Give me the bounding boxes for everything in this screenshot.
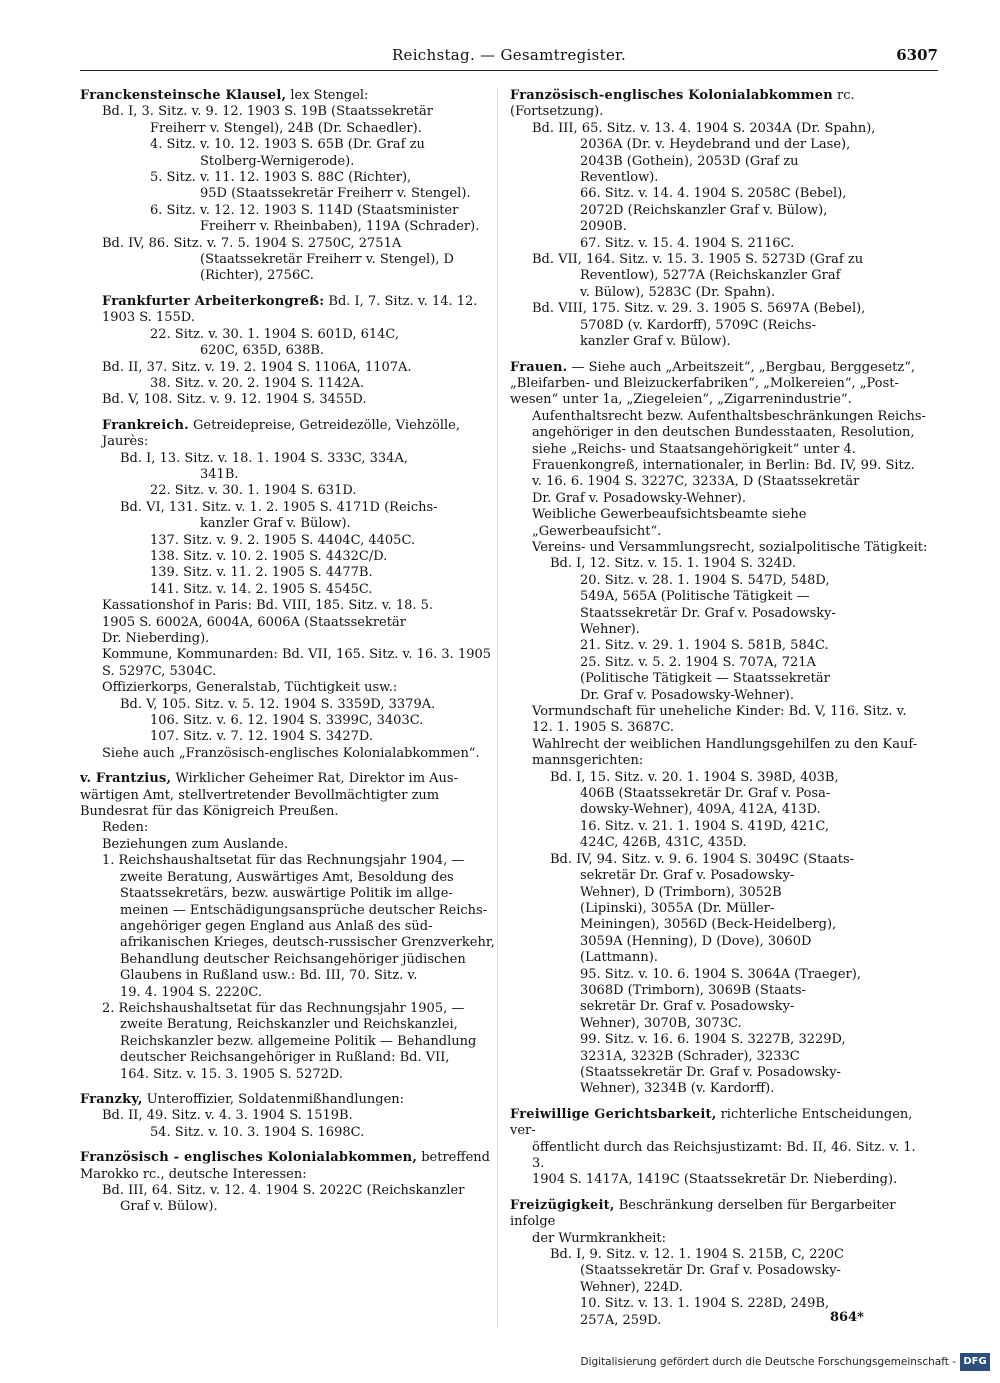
entry-line: 257A, 259D.	[580, 1312, 662, 1328]
entry-text: Unteroffizier, Soldatenmißhandlungen:	[146, 1091, 405, 1107]
entry-line: 4. Sitz. v. 10. 12. 1903 S. 65B (Dr. Graf zu	[150, 137, 425, 153]
entry-heading: Franckensteinsche Klausel,	[80, 88, 287, 103]
index-entry	[510, 88, 930, 351]
entry-line: Bd. VI, 131. Sitz. v. 1. 2. 1905 S. 4171D (Reichs-	[120, 499, 438, 515]
entry-line: 424C, 426B, 431C, 435D.	[580, 835, 747, 851]
entry-line: Weibliche Gewerbeaufsichtsbeamte siehe „Gewerbeaufsicht“.	[532, 507, 807, 539]
entry-line: Bd. III, 64. Sitz. v. 12. 4. 1904 S. 2022C (Reichskanzler	[102, 1183, 465, 1198]
entry-line: 164. Sitz. v. 15. 3. 1905 S. 5272D.	[120, 1066, 343, 1082]
entry-line: 549A, 565A (Politische Tätigkeit —	[580, 589, 810, 605]
entry-heading: v. Frantzius,	[80, 771, 172, 787]
entry-line: 137. Sitz. v. 9. 2. 1905 S. 4404C, 4405C.	[150, 532, 416, 548]
entry-line: Frauenkongreß, internationaler, in Berlin: Bd. IV, 99. Sitz.	[532, 457, 915, 473]
page-number: 6307	[896, 46, 938, 64]
entry-line: der Wurmkrankheit:	[532, 1230, 667, 1246]
entry-line: Bd. V, 105. Sitz. v. 5. 12. 1904 S. 3359D, 3379A.	[120, 696, 436, 712]
entry-line: (Politische Tätigkeit — Staatssekretär	[580, 671, 830, 687]
entry-line: sekretär Dr. Graf v. Posadowsky-	[580, 999, 795, 1015]
index-entry	[510, 1107, 930, 1189]
entry-line: 22. Sitz. v. 30. 1. 1904 S. 631D.	[150, 483, 357, 499]
page-header	[80, 44, 938, 70]
entry-line: v. Bülow), 5283C (Dr. Spahn).	[580, 284, 776, 300]
entry-line: 99. Sitz. v. 16. 6. 1904 S. 3227B, 3229D,	[580, 1032, 846, 1048]
entry-line: Dr. Graf v. Posadowsky-Wehner).	[532, 490, 747, 506]
entry-line: Graf v. Bülow).	[120, 1199, 218, 1215]
entry-line: 3068D (Trimborn), 3069B (Staats-	[580, 982, 806, 998]
entry-line: „Bleifarben- und Bleizuckerfabriken“, „Molkereien“, „Post-	[510, 375, 899, 391]
entry-line: siehe „Reichs- und Staatsangehörigkeit“ unter 4.	[532, 441, 856, 457]
entry-line: Bd. VII, 164. Sitz. v. 15. 3. 1905 S. 5273D (Graf zu	[532, 252, 864, 268]
entry-line: 16. Sitz. v. 21. 1. 1904 S. 419D, 421C,	[580, 818, 830, 834]
dfg-logo: DFG	[960, 1353, 990, 1371]
right-column	[510, 88, 930, 1328]
index-entry	[80, 418, 500, 763]
entry-line: 141. Sitz. v. 14. 2. 1905 S. 4545C.	[150, 581, 373, 597]
index-entry	[80, 294, 500, 409]
entry-line: Reventlow), 5277A (Reichskanzler Graf	[580, 268, 841, 284]
entry-text: Bd. I, 7. Sitz. v. 14. 12. 1903 S. 155D.	[102, 293, 478, 326]
entry-line: Stolberg-Wernigerode).	[200, 153, 355, 169]
entry-line: kanzler Graf v. Bülow).	[200, 516, 351, 532]
entry-line: 20. Sitz. v. 28. 1. 1904 S. 547D, 548D,	[580, 572, 830, 588]
entry-line: Staatssekretärs, bezw. auswärtige Politik im allge-	[120, 886, 453, 902]
entry-line: deutscher Reichsangehöriger in Rußland: Bd. VII,	[120, 1050, 450, 1066]
entry-line	[80, 418, 500, 451]
footer-text: Digitalisierung gefördert durch die Deutsche Forschungsgemeinschaft -	[580, 1356, 956, 1368]
running-title: Reichstag. — Gesamtregister.	[391, 46, 627, 64]
index-entry	[80, 1092, 500, 1141]
entry-line: Freiherr v. Stengel), 24B (Dr. Schaedler).	[150, 120, 422, 136]
entry-line: (Lipinski), 3055A (Dr. Müller-	[580, 900, 775, 916]
digitization-footer	[580, 1353, 990, 1373]
entry-line: öffentlicht durch das Reichsjustizamt: Bd. II, 46. Sitz. v. 1. 3.	[532, 1139, 916, 1171]
entry-line: 67. Sitz. v. 15. 4. 1904 S. 2116C.	[580, 235, 795, 251]
entry-line: 5708D (v. Kardorff), 5709C (Reichs-	[580, 317, 816, 333]
entry-line: Wahlrecht der weiblichen Handlungsgehilfen zu den Kauf-	[532, 736, 918, 752]
entry-line: Reventlow).	[580, 170, 659, 186]
entry-line: 66. Sitz. v. 14. 4. 1904 S. 2058C (Bebel),	[580, 186, 847, 202]
entry-line: 2090B.	[580, 219, 627, 235]
entry-line	[510, 360, 930, 376]
entry-line: angehöriger in den deutschen Bundesstaaten, Resolution,	[532, 425, 915, 441]
index-entry	[80, 771, 500, 1083]
entry-line: 3059A (Henning), D (Dove), 3060D	[580, 933, 812, 949]
index-entry	[510, 1198, 930, 1328]
entry-line: Reichskanzler bezw. allgemeine Politik — Behandlung	[120, 1033, 477, 1049]
entry-line: Bd. II, 37. Sitz. v. 19. 2. 1904 S. 1106A, 1107A.	[102, 359, 412, 375]
entry-line: Wehner), 224D.	[580, 1279, 683, 1295]
entry-line: Bd. I, 12. Sitz. v. 15. 1. 1904 S. 324D.	[550, 556, 796, 572]
entry-line: afrikanischen Krieges, deutsch-russischer Grenzverkehr,	[120, 935, 495, 951]
entry-line: 2. Reichshaushaltsetat für das Rechnungsjahr 1905, —	[102, 1000, 465, 1016]
entry-text: Beschränkung derselben für Bergarbeiter infolge	[510, 1197, 896, 1230]
index-entry	[80, 1150, 500, 1216]
entry-text: rc. (Fortsetzung).	[510, 88, 855, 120]
entry-line: S. 5297C, 5304C.	[102, 663, 217, 679]
entry-line	[510, 1198, 930, 1231]
entry-line: Marokko rc., deutsche Interessen:	[80, 1166, 307, 1182]
entry-line: Wehner), 3234B (v. Kardorff).	[580, 1081, 775, 1097]
entry-line: 54. Sitz. v. 10. 3. 1904 S. 1698C.	[150, 1124, 365, 1140]
entry-heading: Französisch - englisches Kolonialabkommen,	[80, 1150, 418, 1166]
entry-line: wärtigen Amt, stellvertretender Bevollmächtigter zum	[80, 787, 440, 803]
entry-line: Freiherr v. Rheinbaben), 119A (Schrader).	[200, 219, 480, 235]
entry-line: 25. Sitz. v. 5. 2. 1904 S. 707A, 721A	[580, 654, 816, 670]
entry-line: 10. Sitz. v. 13. 1. 1904 S. 228D, 249B,	[580, 1296, 830, 1312]
entry-line: Meiningen), 3056D (Beck-Heidelberg),	[580, 917, 837, 933]
entry-line: Bd. VIII, 175. Sitz. v. 29. 3. 1905 S. 5697A (Bebel),	[532, 301, 866, 317]
entry-line: (Staatssekretär Dr. Graf v. Posadowsky-	[580, 1064, 841, 1080]
entry-line: Wehner), D (Trimborn), 3052B	[580, 884, 782, 900]
entry-heading: Frauen.	[510, 359, 568, 375]
entry-line: Bd. V, 108. Sitz. v. 9. 12. 1904 S. 3455D.	[102, 392, 367, 408]
index-entry	[510, 360, 930, 1098]
header-rule	[80, 70, 938, 71]
signature-mark: 864*	[830, 1310, 864, 1325]
entry-line	[80, 1092, 500, 1108]
entry-line: 95. Sitz. v. 10. 6. 1904 S. 3064A (Traeger),	[580, 966, 861, 982]
entry-text: Wirklicher Geheimer Rat, Direktor im Aus-	[175, 771, 458, 787]
entry-line: v. 16. 6. 1904 S. 3227C, 3233A, D (Staatssekretär	[532, 474, 860, 490]
entry-line: 12. 1. 1905 S. 3687C.	[532, 720, 674, 736]
entry-line: (Staatssekretär Freiherr v. Stengel), D	[200, 252, 454, 268]
entry-line: 1. Reichshaushaltsetat für das Rechnungsjahr 1904, —	[102, 853, 465, 869]
entry-heading: Frankfurter Arbeiterkongreß:	[102, 293, 325, 309]
entry-text: Getreidepreise, Getreidezölle, Viehzölle, Jaurès:	[102, 417, 460, 450]
entry-line: Vereins- und Versammlungsrecht, sozialpolitische Tätigkeit:	[532, 539, 928, 555]
column-separator	[497, 88, 498, 1328]
entry-line: 1904 S. 1417A, 1419C (Staatssekretär Dr. Nieberding).	[532, 1172, 898, 1188]
entry-line: zweite Beratung, Reichskanzler und Reichskanzlei,	[120, 1017, 458, 1033]
entry-line: Kassationshof in Paris: Bd. VIII, 185. Sitz. v. 18. 5.	[102, 598, 434, 614]
entry-line: Bd. I, 9. Sitz. v. 12. 1. 1904 S. 215B, C, 220C	[550, 1247, 844, 1263]
entry-text: lex Stengel:	[290, 88, 369, 103]
entry-line: 106. Sitz. v. 6. 12. 1904 S. 3399C, 3403C.	[150, 713, 424, 729]
entry-line: Glaubens in Rußland usw.: Bd. III, 70. Sitz. v.	[120, 968, 418, 984]
entry-line: 1905 S. 6002A, 6004A, 6006A (Staatssekretär	[102, 614, 406, 630]
entry-line: Kommune, Kommunarden: Bd. VII, 165. Sitz. v. 16. 3. 1905	[102, 647, 492, 663]
entry-line: Wehner), 3070B, 3073C.	[580, 1015, 742, 1031]
entry-heading: Freiwillige Gerichtsbarkeit,	[510, 1106, 717, 1122]
entry-line: 21. Sitz. v. 29. 1. 1904 S. 581B, 584C.	[580, 638, 829, 654]
entry-line	[510, 88, 930, 121]
entry-line: Bd. I, 3. Sitz. v. 9. 12. 1903 S. 19B (Staatssekretär	[102, 104, 433, 120]
entry-line: 2072D (Reichskanzler Graf v. Bülow),	[580, 202, 828, 218]
entry-text: richterliche Entscheidungen, ver-	[510, 1106, 913, 1139]
entry-line: Siehe auch „Französisch-englisches Kolonialabkommen“.	[102, 745, 480, 761]
entry-heading: Freizügigkeit,	[510, 1197, 615, 1213]
entry-line	[80, 771, 500, 787]
entry-line: Offizierkorps, Generalstab, Tüchtigkeit usw.:	[102, 680, 398, 696]
entry-line: 3231A, 3232B (Schrader), 3233C	[580, 1048, 800, 1064]
entry-line: 38. Sitz. v. 20. 2. 1904 S. 1142A.	[150, 375, 365, 391]
entry-line: (Richter), 2756C.	[200, 268, 314, 284]
entry-line: angehöriger gegen England aus Anlaß des süd-	[120, 918, 433, 934]
entry-text: — Siehe auch „Arbeitszeit“, „Bergbau, Berggesetz“,	[571, 359, 915, 375]
entry-line: Bd. IV, 86. Sitz. v. 7. 5. 1904 S. 2750C, 2751A	[102, 235, 402, 251]
entry-line: 138. Sitz. v. 10. 2. 1905 S. 4432C/D.	[150, 548, 388, 564]
entry-line: Wehner).	[580, 622, 640, 637]
entry-line: 95D (Staatssekretär Freiherr v. Stengel).	[200, 186, 471, 202]
entry-line: 139. Sitz. v. 11. 2. 1905 S. 4477B.	[150, 565, 373, 581]
entry-line: 19. 4. 1904 S. 2220C.	[120, 984, 262, 1000]
entry-line: 341B.	[200, 466, 239, 482]
entry-line: 107. Sitz. v. 7. 12. 1904 S. 3427D.	[150, 729, 373, 745]
entry-line: Staatssekretär Dr. Graf v. Posadowsky-	[580, 605, 836, 621]
entry-line	[80, 88, 500, 104]
entry-heading: Franzky,	[80, 1091, 143, 1107]
entry-line: Aufenthaltsrecht bezw. Aufenthaltsbeschränkungen Reichs-	[532, 408, 926, 424]
entry-line: Bd. IV, 94. Sitz. v. 9. 6. 1904 S. 3049C (Staats-	[550, 851, 855, 867]
entry-line: Bd. I, 15. Sitz. v. 20. 1. 1904 S. 398D, 403B,	[550, 769, 839, 785]
entry-line: dowsky-Wehner), 409A, 412A, 413D.	[580, 802, 821, 818]
entry-line: Beziehungen zum Auslande.	[102, 836, 289, 852]
index-entry	[80, 88, 500, 285]
entry-line: Vormundschaft für uneheliche Kinder: Bd. V, 116. Sitz. v.	[532, 704, 907, 720]
entry-line	[510, 1107, 930, 1140]
entry-line	[80, 1150, 500, 1166]
entry-line: 2043B (Gothein), 2053D (Graf zu	[580, 153, 799, 169]
entry-line: Reden:	[102, 820, 149, 836]
entry-line: Bundesrat für das Königreich Preußen.	[80, 804, 339, 820]
entry-line: kanzler Graf v. Bülow).	[580, 334, 731, 350]
entry-heading: Frankreich.	[102, 417, 189, 433]
entry-line: 6. Sitz. v. 12. 12. 1903 S. 114D (Staatsminister	[150, 202, 459, 218]
entry-line: Dr. Nieberding).	[102, 631, 210, 646]
entry-line: meinen — Entschädigungsansprüche deutscher Reichs-	[120, 902, 488, 918]
entry-line: mannsgerichten:	[532, 753, 644, 769]
entry-line: 22. Sitz. v. 30. 1. 1904 S. 601D, 614C,	[150, 326, 400, 342]
entry-line: zweite Beratung, Auswärtiges Amt, Besoldung des	[120, 869, 454, 885]
left-column	[80, 88, 500, 1328]
entry-line: Bd. III, 65. Sitz. v. 13. 4. 1904 S. 2034A (Dr. Spahn),	[532, 120, 876, 136]
entry-line: Behandlung deutscher Reichsangehöriger jüdischen	[120, 951, 466, 967]
entry-line: wesen“ unter 1a, „Ziegeleien“, „Zigarrenindustrie“.	[510, 392, 852, 408]
entry-line: (Staatssekretär Dr. Graf v. Posadowsky-	[580, 1263, 841, 1279]
entry-line: Bd. I, 13. Sitz. v. 18. 1. 1904 S. 333C, 334A,	[120, 450, 408, 466]
entry-line: 620C, 635D, 638B.	[200, 343, 325, 359]
entry-heading: Französisch-englisches Kolonialabkommen	[510, 88, 833, 103]
entry-line: sekretär Dr. Graf v. Posadowsky-	[580, 868, 795, 884]
entry-line	[80, 294, 500, 327]
entry-line: 5. Sitz. v. 11. 12. 1903 S. 88C (Richter),	[150, 170, 412, 186]
entry-line: 406B (Staatssekretär Dr. Graf v. Posa-	[580, 786, 831, 802]
entry-line: Dr. Graf v. Posadowsky-Wehner).	[580, 687, 795, 703]
entry-line: 2036A (Dr. v. Heydebrand und der Lase),	[580, 137, 851, 153]
entry-line: (Lattmann).	[580, 950, 658, 966]
entry-line: Bd. II, 49. Sitz. v. 4. 3. 1904 S. 1519B.	[102, 1108, 353, 1124]
entry-text: betreffend	[421, 1150, 490, 1166]
